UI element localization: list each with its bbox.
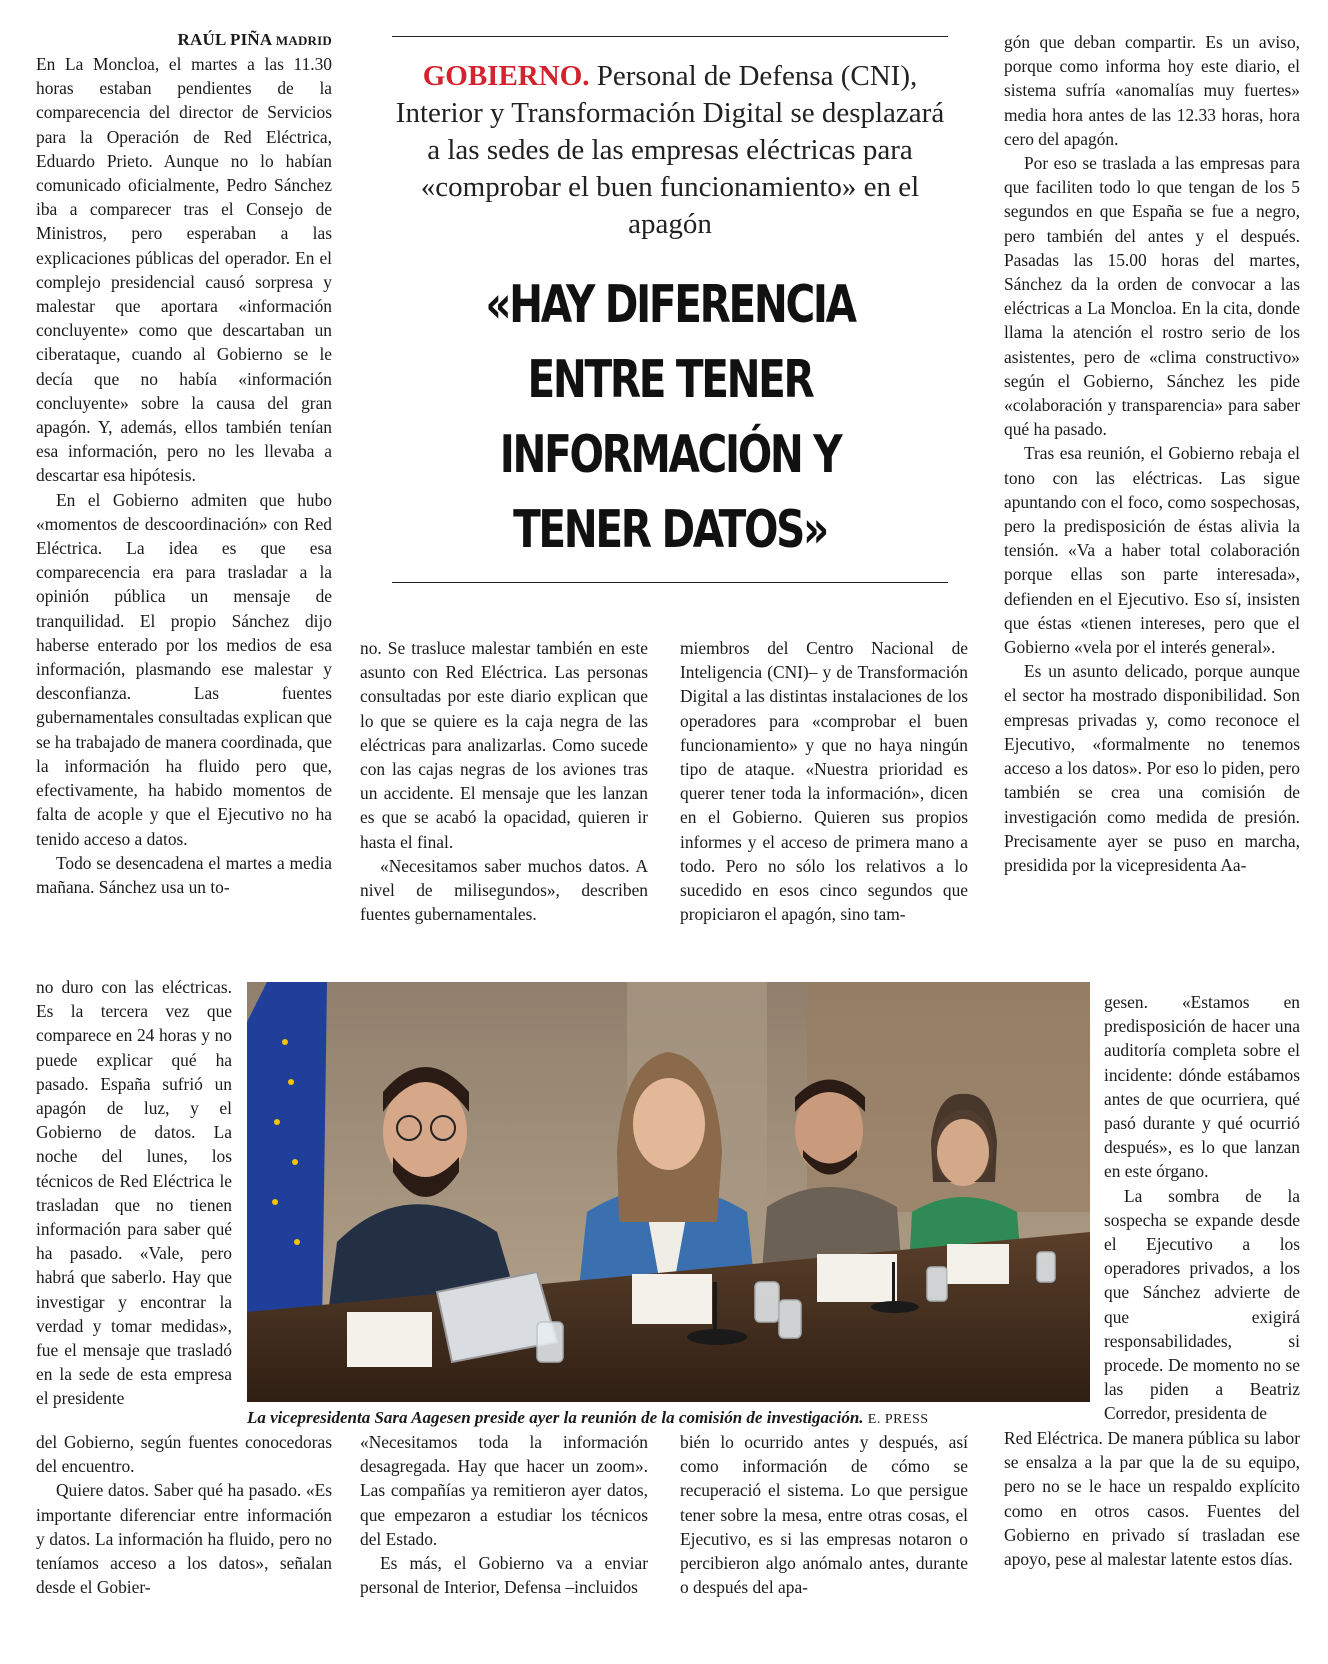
column-4-beside-photo [1104, 990, 1300, 1426]
paragraph: Red Eléctrica. De manera pública su labor se ensalza a la par que la de su equipo, pero no se le hace un respaldo explícito como en otros casos. Fuentes del Gobierno en privado sí trasladan ese apoyo, pese al malestar latente estos días. [1004, 1428, 1300, 1570]
column-4-bottom [1004, 1426, 1300, 1571]
name-placard [947, 1244, 1009, 1284]
headline-line: TENER DATOS» [513, 500, 827, 560]
column-1-bottom [36, 1430, 332, 1599]
paragraph: «Necesitamos saber muchos datos. A nivel de milisegundos», describen fuentes gubernamentales. [360, 855, 648, 925]
paragraph: no duro con las eléctricas. Es la tercera vez que comparece en 24 horas y no puede explicar qué ha pasado. España sufrió un apagón de luz, y el Gobierno de datos. La noche del lunes, los técnicos de Red Eléctrica le trasladan que no tienen información para saber qué ha pasado. «Vale, pero habrá que saberlo. Hay que investigar y encontrar la verdad y tomar medidas», fue el mensaje que trasladó en la sede de esta empresa el presidente [36, 977, 232, 1409]
column-2-bottom [360, 1430, 648, 1599]
paragraph: Tras esa reunión, el Gobierno rebaja el tono con las eléctricas. Las sigue apuntando con el foco, como sospechosas, pero la predisposición de éstas alivia la tensión. «Va a haber total colaboración porque ellas son parte interesada», defienden en el Ejecutivo. Eso sí, insisten que éstas «tienen intereses, pero que el Gobierno «vela por el interés general». [1004, 443, 1300, 658]
headline-line: INFORMACIÓN Y [499, 425, 841, 485]
author-name: RAÚL PIÑA [177, 30, 272, 49]
name-placard [817, 1254, 897, 1302]
headline-line: «HAY DIFERENCIA [485, 275, 855, 335]
column-1 [36, 52, 332, 899]
caption-text: La vicepresidenta Sara Aagesen preside ayer la reunión de la comisión de investigación. [247, 1408, 864, 1427]
paragraph: no. Se trasluce malestar también en este asunto con Red Eléctrica. Las personas consultadas por este diario explican que lo que se quiere es la caja negra de las eléctricas para analizarlas. Como sucede con las cajas negras de los aviones tras un accidente. El mensaje que les lanzan es que se acabó la opacidad, quieren ir hasta el final. [360, 638, 648, 852]
kicker [390, 58, 950, 243]
paragraph: miembros del Centro Nacional de Inteligencia (CNI)– y de Transformación Digital a las distintas instalaciones de los operadores para «comprobar el buen funcionamiento» y que no haya ningún tipo de ataque. «Nuestra prioridad es querer tener toda la información», dicen en el Gobierno. Quieren sus propios informes y el acceso de primera mano a todo. Pero no sólo los relativos a lo sucedido en esos cinco segundos que propiciaron el apagón, sino tam- [680, 638, 968, 925]
kicker-tag: GOBIERNO. [422, 60, 590, 92]
photo-credit: E. PRESS [867, 1412, 929, 1427]
paragraph: En La Moncloa, el martes a las 11.30 horas estaban pendientes de la comparecencia del director de Servicios para la Operación de Red Eléctrica, Eduardo Prieto. Aunque no lo habían comunicado oficialmente, Pedro Sánchez iba a comparecer tras el Consejo de Ministros, pero esperaban a las explicaciones públicas del operador. En el complejo presidencial causó sorpresa y malestar que aportara «información concluyente» como que descartaban un ciberataque, cuando al Gobierno se le decía que no había «información concluyente» sobre la causa del gran apagón. Y, además, ellos también tenían esa información, pero no les llevaba a descartar esa hipótesis. [36, 54, 332, 486]
meeting-photo [247, 982, 1090, 1402]
name-placard [632, 1274, 712, 1324]
paragraph: Todo se desencadena el martes a media mañana. Sánchez usa un to- [36, 852, 332, 897]
column-4 [1004, 30, 1300, 877]
paragraph: Es un asunto delicado, porque aunque el sector ha mostrado disponibilidad. Son empresas privadas y, como reconoce el Ejecutivo, «formalmente no tenemos acceso a los datos». Por eso lo piden, pero también se crea una comisión de investigación como medida de presión. Precisamente ayer se puso en marcha, presidida por la vicepresidenta Aa- [1004, 661, 1300, 875]
photo-caption [247, 1408, 1090, 1428]
name-placard [347, 1312, 432, 1367]
headline [444, 268, 896, 568]
column-2-top [360, 636, 648, 926]
column-1-beside-photo [36, 975, 232, 1411]
paragraph: En el Gobierno admiten que hubo «momentos de descoordinación» con Red Eléctrica. La idea es que esa comparecencia era para trasladar a la opinión pública un mensaje de tranquilidad. El propio Sánchez dijo haberse enterado por los medios de esa información, plasmando ese malestar y desconfianza. Las fuentes gubernamentales consultadas explican que se ha trabajado de manera coordinada, que la información ha fluido pero que, efectivamente, ha habido momentos de falta de acople y que el Ejecutivo no ha tenido acceso a datos. [36, 489, 333, 849]
column-3-bottom [680, 1430, 968, 1599]
paragraph: bién lo ocurrido antes y después, así como información de cómo se recuperació el sistema. Lo que persigue tener sobre la mesa, entre otras cosas, el Ejecutivo, es si las empresas notaron o percibieron algo anómalo antes, durante o después del apa- [680, 1432, 968, 1598]
headline-line: ENTRE TENER [527, 350, 813, 410]
kicker-text: Personal de Defensa (CNI), Interior y Transformación Digital se desplazará a las sedes de las empresas eléctricas para «comprobar el buen funcionamiento» en el apagón [395, 60, 945, 240]
paragraph: gón que deban compartir. Es un aviso, porque como informa hoy este diario, el sistema sufría «anomalías muy fuertes» media hora antes de las 12.33 horas, hora cero del apagón. [1004, 32, 1300, 149]
photo-illustration [247, 982, 1090, 1402]
byline [60, 30, 332, 50]
paragraph: Quiere datos. Saber qué ha pasado. «Es importante diferenciar entre información y datos. La información ha fluido, pero no teníamos acceso a los datos», señalan desde el Gobier- [36, 1480, 332, 1598]
paragraph: La sombra de la sospecha se expande desde el Ejecutivo a los operadores privados, a los que Sánchez advierte de que exigirá responsabilidades, si procede. De momento no se las piden a Beatriz Corredor, presidenta de [1104, 1185, 1300, 1424]
paragraph: gesen. «Estamos en predisposición de hacer una auditoría completa sobre el incidente: dónde estábamos antes de que ocurriera, qué pasó durante y qué ocurrió después», es lo que lanzan en este órgano. [1104, 992, 1300, 1182]
byline-city: MADRID [275, 33, 332, 48]
bottom-rule [392, 582, 948, 583]
top-rule [392, 36, 948, 37]
paragraph: del Gobierno, según fuentes conocedoras del encuentro. [36, 1432, 332, 1477]
paragraph: «Necesitamos toda la información desagregada. Hay que hacer un zoom». Las compañías ya remitieron ayer datos, que empezaron a estudiar los técnicos del Estado. [360, 1432, 648, 1549]
paragraph: Por eso se traslada a las empresas para que faciliten todo lo que tengan de los 5 segundos en que España se fue a negro, pero también del antes y el después. Pasadas las 15.00 horas del martes, Sánchez da la orden de convocar a las eléctricas a La Moncloa. En la cita, donde llama la atención el rostro serio de los asistentes, pero de «clima constructivo» según el Gobierno, Sánchez les pide «colaboración y transparencia» para saber qué ha pasado. [1004, 153, 1300, 440]
column-3-top [680, 636, 968, 926]
paragraph: Es más, el Gobierno va a enviar personal de Interior, Defensa –incluidos [360, 1553, 648, 1598]
